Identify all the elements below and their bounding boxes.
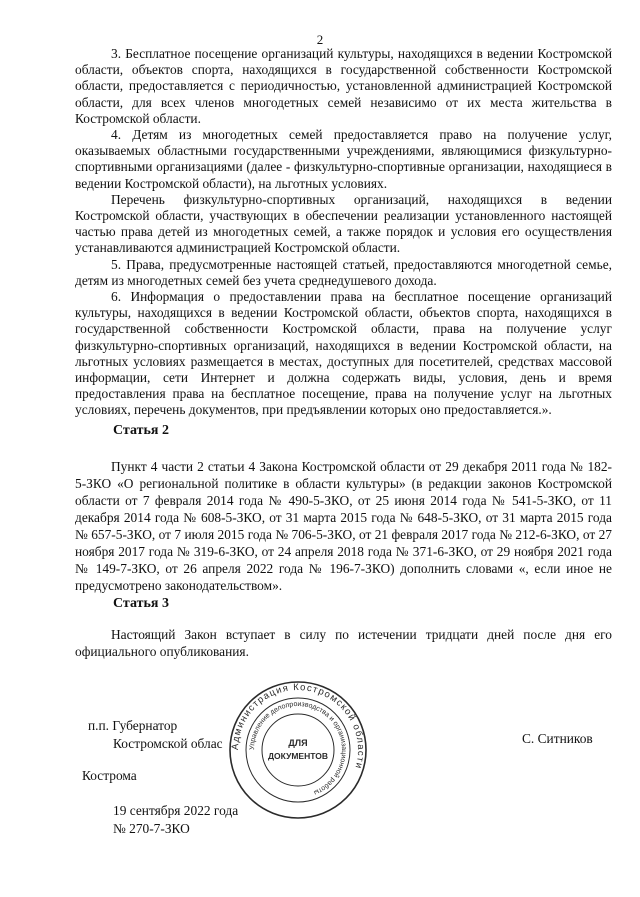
signatory-region: Костромской облас	[113, 736, 223, 751]
paragraph: 5. Права, предусмотренные настоящей статьей, предоставляются многодетной семье, детям из многодетных семей без учета среднедушевого дохода.	[75, 256, 612, 288]
page-number: 2	[316, 32, 324, 47]
paragraph: 6. Информация о предоставлении права на бесплатное посещение организаций культуры, находящихся в ведении Костромской области, объектов спорта, находящихся в государственной собственности Костромской области, права на получение услуг физкультурно-спортивных организаций, находящихся в ведении Костромской области, на льготных условиях размещается в местах, доступных для посетителей, средствах массовой информации, сети Интернет и должна содержать виды, условия, день и время предоставления права на бесплатное посещение, права на получение услуг на льготных условиях, перечень документов, при предъявлении которых оно предоставляется.».	[75, 289, 612, 418]
paragraph: Перечень физкультурно-спортивных организаций, находящихся в ведении Костромской области, участвующих в обеспечении реализации установленного настоящей частью права детей из многодетных семей, а также порядок и условия его осуществления устанавливаются администрацией Костромской области.	[75, 191, 612, 256]
law-date: 19 сентября 2022 года	[113, 803, 239, 818]
stamp-center-line1: ДЛЯ	[288, 738, 308, 748]
paragraph: 3. Бесплатное посещение организаций культуры, находящихся в ведении Костромской области, объектов спорта, находящихся в государственной собственности Костромской области, предоставляется с периодичностью, установленной администрацией Костромской области, для всех членов многодетных семей независимо от их места жительства в Костромской области.	[75, 46, 612, 126]
signatory-name: С. Ситников	[522, 731, 593, 746]
article2-text: Пункт 4 части 2 статьи 4 Закона Костромской области от 29 декабря 2011 года № 182-5-ЗКО «О региональной политике в области культуры» (в редакции законов Костромской области от 7 февраля 2014 года № 490-5-ЗКО, от 25 июня 2014 года № 541-5-ЗКО, от 11 декабря 2014 года № 608-5-ЗКО, от 31 марта 2015 года № 648-5-ЗКО, от 31 марта 2015 года № 657-5-ЗКО, от 7 июля 2015 года № 706-5-ЗКО, от 21 февраля 2017 года № 212-6-ЗКО, от 27 ноября 2017 года № 319-6-ЗКО, от 24 апреля 2018 года № 371-6-ЗКО, от 29 ноября 2021 года № 149-7-ЗКО, от 26 апреля 2022 года № 196-7-ЗКО) дополнить словами «, если иное не предусмотрено законодательством».	[75, 459, 612, 593]
stamp-center-line2: ДОКУМЕНТОВ	[268, 751, 328, 761]
paragraph: 4. Детям из многодетных семей предоставляется право на получение услуг, оказываемых областными государственными учреждениями, являющимися физкультурно-спортивными организациями (далее - физкультурно-спортивные организации, находящиеся в ведении Костромской области), на льготных условиях.	[75, 127, 612, 191]
stamp-outer-text: Администрация Костромской области	[229, 681, 367, 771]
article3-text: Настоящий Закон вступает в силу по истечении тридцати дней после дня его официального опубликования.	[75, 627, 612, 659]
official-stamp	[228, 680, 368, 820]
article3-heading: Статья 3	[113, 596, 169, 611]
stamp-inner-ring	[262, 714, 334, 786]
article1-continuation	[75, 46, 612, 419]
stamp-inner-text: Управление делопроизводства и организационной работы	[248, 700, 348, 796]
city: Кострома	[82, 768, 137, 783]
signatory-title: п.п. Губернатор	[88, 718, 178, 733]
article2-heading: Статья 2	[113, 423, 169, 438]
law-number: № 270-7-ЗКО	[113, 821, 190, 836]
